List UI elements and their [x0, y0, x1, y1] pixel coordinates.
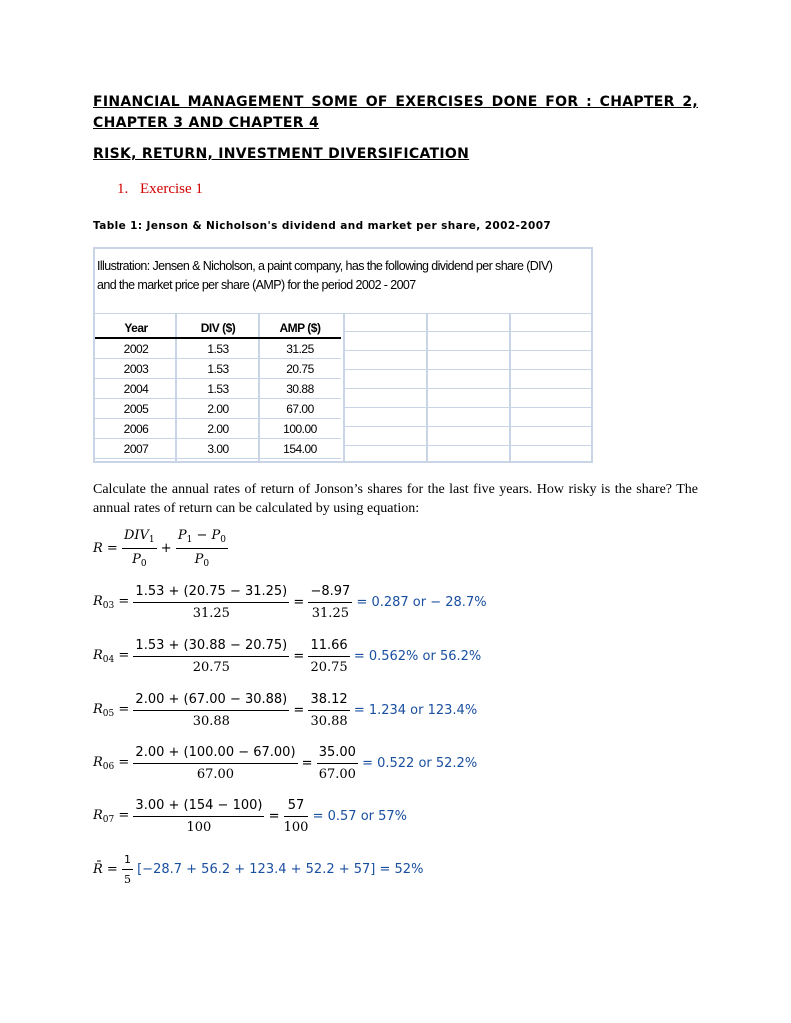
exercise-heading [117, 181, 203, 198]
exercise-number: 1. [117, 181, 129, 197]
calc-fraction-1: $\frac{2.00 + (100.00 - 67.00)}{67.00}$ [135, 745, 296, 782]
calc-lhs: $R_{07}$ = [93, 808, 130, 825]
grid-line [343, 331, 591, 332]
table-row [95, 419, 341, 439]
term2-numerator-minus: − P [192, 528, 221, 543]
cell-div: 2.00 [177, 419, 259, 439]
cell-div: 2.00 [177, 399, 259, 419]
calc-fraction-1: $\frac{2.00 + (67.00 - 30.88)}{30.88}$ [135, 692, 288, 729]
grid-line [343, 445, 591, 446]
table-row [95, 439, 341, 459]
spreadsheet-embed [93, 247, 593, 463]
table-row [95, 338, 341, 359]
cell-year: 2002 [95, 338, 177, 359]
formula-term1 [122, 528, 157, 569]
calc-row-04: $R_{04}$ = $\frac{1.53 + (30.88 - 20.75)}{20.75}$ = $\frac{11.66}{20.75}$ = 0.562% or 56.2% [93, 638, 482, 675]
calc-fraction-1: $\frac{1.53 + (30.88 - 20.75)}{20.75}$ [135, 638, 288, 675]
calc-result: = 0.522 or 52.2% [362, 756, 478, 771]
calc-fraction-2: $\frac{57}{100}$ [283, 798, 309, 835]
calc-fraction-2: $\frac{-8.97}{31.25}$ [310, 584, 351, 621]
cell-amp: 154.00 [259, 439, 341, 459]
calc-row-03: $R_{03}$ = $\frac{1.53 + (20.75 - 31.25)}{31.25}$ = $\frac{-8.97}{31.25}$ = 0.287 or − 28.7% [93, 584, 487, 621]
grid-line [426, 313, 428, 461]
calc-result: = 0.562% or 56.2% [353, 649, 482, 664]
cell-div: 1.53 [177, 338, 259, 359]
cell-year: 2007 [95, 439, 177, 459]
formula-lhs: R = [93, 541, 118, 556]
mean-return-formula [93, 853, 423, 886]
term2-numerator-sub1: 1 [186, 535, 193, 545]
formula-term2 [176, 528, 228, 569]
section-heading: RISK, RETURN, INVESTMENT DIVERSIFICATION [93, 146, 470, 162]
term2-numerator: P [177, 528, 187, 543]
calc-fraction-1: $\frac{1.53 + (20.75 - 31.25)}{31.25}$ [135, 584, 288, 621]
term2-numerator-sub2: 0 [220, 535, 226, 545]
formula-plus: + [160, 541, 172, 556]
dividend-table [95, 318, 341, 459]
calc-fraction-2: $\frac{38.12}{30.88}$ [310, 692, 348, 729]
cell-div: 3.00 [177, 439, 259, 459]
cell-year: 2005 [95, 399, 177, 419]
calc-result: = 0.57 or 57% [312, 809, 408, 824]
calc-fraction-2: $\frac{35.00}{67.00}$ [318, 745, 356, 782]
cell-year: 2006 [95, 419, 177, 439]
grid-line [343, 407, 591, 408]
header-year: Year [95, 318, 177, 338]
question-paragraph: Calculate the annual rates of return of Jonson’s shares for the last five years. How risky is the share? The annual rates of return can be calculated by using equation: [93, 482, 698, 516]
calc-lhs: $R_{04}$ = [93, 648, 130, 665]
calc-row-07: $R_{07}$ = $\frac{3.00 + (154 - 100)}{100}$ = $\frac{57}{100}$ = 0.57 or 57% [93, 798, 408, 835]
term2-denominator: P [194, 552, 204, 567]
grid-line [343, 426, 591, 427]
return-formula [93, 528, 228, 569]
cell-year: 2003 [95, 359, 177, 379]
grid-line [343, 388, 591, 389]
mean-lhs: R̄ = [93, 862, 118, 877]
calc-row-05: $R_{05}$ = $\frac{2.00 + (67.00 - 30.88)}{30.88}$ = $\frac{38.12}{30.88}$ = 1.234 or 123.4% [93, 692, 478, 729]
exercise-label: Exercise 1 [140, 181, 203, 197]
calc-row-06: $R_{06}$ = $\frac{2.00 + (100.00 - 67.00)}{67.00}$ = $\frac{35.00}{67.00}$ = 0.522 or 52.2% [93, 745, 478, 782]
calc-lhs: $R_{05}$ = [93, 702, 130, 719]
term1-denominator: P [132, 552, 141, 567]
cell-div: 1.53 [177, 379, 259, 399]
grid-line [343, 369, 591, 370]
cell-amp: 31.25 [259, 338, 341, 359]
grid-line [509, 313, 511, 461]
calc-result: = 0.287 or − 28.7% [356, 595, 487, 610]
term1-denominator-sub: 0 [140, 559, 147, 569]
header-amp: AMP ($) [259, 318, 341, 338]
table-header-row [95, 318, 341, 338]
table-row [95, 379, 341, 399]
cell-div: 1.53 [177, 359, 259, 379]
mean-expression: [−28.7 + 56.2 + 123.4 + 52.2 + 57] = 52% [137, 862, 424, 877]
header-div: DIV ($) [177, 318, 259, 338]
grid-line [343, 350, 591, 351]
calc-result: = 1.234 or 123.4% [353, 703, 478, 718]
cell-amp: 100.00 [259, 419, 341, 439]
term1-numerator: DIV [123, 528, 149, 543]
term2-denominator-sub: 0 [203, 559, 210, 569]
document-title: FINANCIAL MANAGEMENT SOME OF EXERCISES DONE FOR : CHAPTER 2, CHAPTER 3 AND CHAPTER 4 [93, 94, 698, 131]
mean-fraction: $\frac{1}{5}$ [123, 853, 131, 886]
calc-lhs: $R_{03}$ = [93, 594, 130, 611]
calc-fraction-2: $\frac{11.66}{20.75}$ [310, 638, 348, 675]
calc-fraction-1: $\frac{3.00 + (154 - 100)}{100}$ [135, 798, 263, 835]
calc-lhs: $R_{06}$ = [93, 755, 130, 772]
table-row [95, 399, 341, 419]
table-row [95, 359, 341, 379]
cell-amp: 20.75 [259, 359, 341, 379]
table-caption: Table 1: Jenson & Nicholson's dividend and market per share, 2002-2007 [93, 220, 552, 232]
cell-year: 2004 [95, 379, 177, 399]
illustration-text: Illustration: Jensen & Nicholson, a paint company, has the following dividend per share (DIV) and the market price per share (AMP) for the period 2002 - 2007 [97, 259, 553, 292]
cell-amp: 30.88 [259, 379, 341, 399]
grid-line [343, 313, 345, 461]
cell-amp: 67.00 [259, 399, 341, 419]
term1-numerator-sub: 1 [148, 535, 155, 545]
